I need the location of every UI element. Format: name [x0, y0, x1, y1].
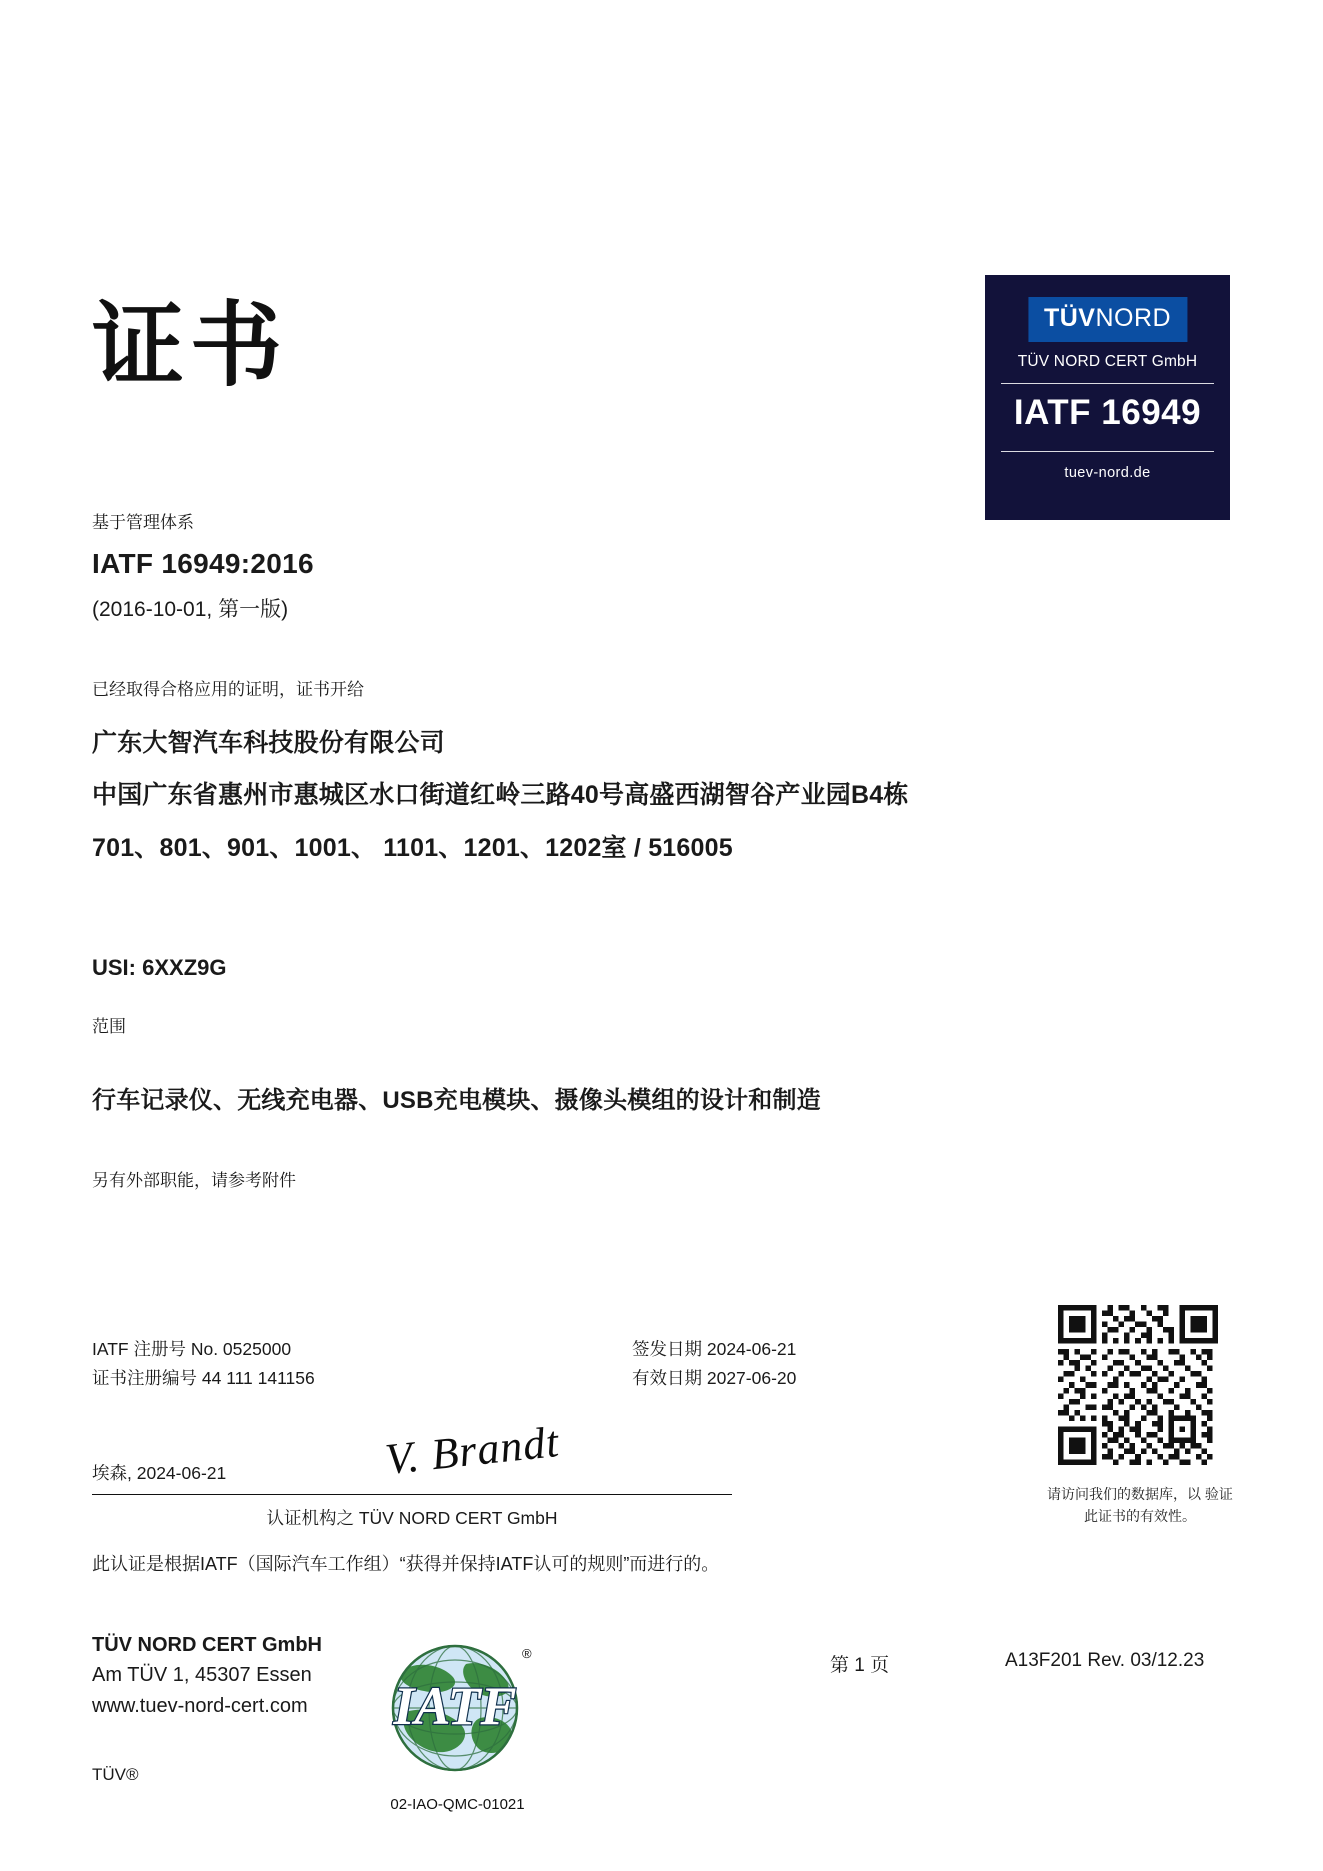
holder-address-line1: 中国广东省惠州市惠城区水口街道红岭三路40号高盛西湖智谷产业园B4栋	[92, 781, 909, 809]
seal-logo-secondary: NORD	[1095, 304, 1172, 332]
holder-name: 广东大智汽车科技股份有限公司	[92, 729, 445, 757]
valid-until-date: 有效日期 2027-06-20	[632, 1368, 797, 1388]
svg-text:IATF: IATF	[393, 1676, 517, 1736]
iatf-registration-number: IATF 注册号 No. 0525000	[92, 1339, 292, 1359]
standard-name: IATF 16949:2016	[92, 548, 314, 579]
certificate-registration-number: 证书注册编号 44 111 141156	[92, 1368, 315, 1388]
intro-label: 基于管理体系	[92, 513, 194, 532]
tuv-nord-seal	[985, 275, 1230, 520]
iatf-globe-logo	[370, 1620, 540, 1790]
svg-text:®: ®	[522, 1646, 532, 1661]
footer-website[interactable]: www.tuev-nord-cert.com	[92, 1694, 308, 1717]
seal-logo-main: TÜV	[1043, 304, 1096, 332]
iatf-logo-image	[370, 1620, 540, 1790]
issue-date: 签发日期 2024-06-21	[632, 1339, 797, 1359]
seal-company: TÜV NORD CERT GmbH	[1017, 353, 1198, 370]
qr-code-image	[1058, 1305, 1218, 1465]
tuv-nord-logo	[1028, 297, 1187, 342]
qr-verification-note: 请访问我们的数据库，以 验证此证书的有效性。	[1047, 1486, 1233, 1524]
footer-issuer-block	[92, 1630, 322, 1721]
page-number: 第 1 页	[830, 1655, 890, 1676]
handwritten-signature: V. Brandt	[382, 1417, 562, 1484]
verification-qr-code[interactable]	[1058, 1305, 1218, 1465]
scope-label: 范围	[92, 1017, 126, 1036]
signature-caption: 认证机构之 TÜV NORD CERT GmbH	[266, 1508, 558, 1528]
footer-address: Am TÜV 1, 45307 Essen	[92, 1664, 312, 1687]
holder-address-line2: 701、801、901、1001、 1101、1201、1202室 / 516005	[92, 834, 733, 862]
footer-trademark: TÜV®	[92, 1765, 139, 1784]
seal-divider-top	[1001, 383, 1214, 384]
annex-note: 另有外部职能，请参考附件	[92, 1171, 296, 1190]
seal-url: tuev-nord.de	[1064, 465, 1151, 481]
proof-label: 已经取得合格应用的证明，证书开给	[92, 680, 364, 699]
signature-place-date: 埃森, 2024-06-21	[92, 1463, 227, 1483]
footer-company: TÜV NORD CERT GmbH	[92, 1634, 322, 1656]
iatf-accreditation-code: 02-IAO-QMC-01021	[390, 1796, 525, 1813]
page-title: 证书	[92, 295, 289, 397]
standard-edition: (2016-10-01, 第一版)	[92, 598, 289, 621]
signature-rule	[92, 1494, 732, 1495]
seal-standard: IATF 16949	[1013, 393, 1202, 432]
scope-text: 行车记录仪、无线充电器、USB充电模块、摄像头模组的设计和制造	[92, 1087, 821, 1114]
accreditation-note: 此认证是根据IATF（国际汽车工作组）“获得并保持IATF认可的规则”而进行的。	[92, 1554, 720, 1574]
seal-divider-bottom	[1001, 451, 1214, 452]
usi-number: USI: 6XXZ9G	[92, 955, 227, 980]
document-revision: A13F201 Rev. 03/12.23	[1005, 1650, 1205, 1671]
seal-background	[985, 275, 1230, 520]
